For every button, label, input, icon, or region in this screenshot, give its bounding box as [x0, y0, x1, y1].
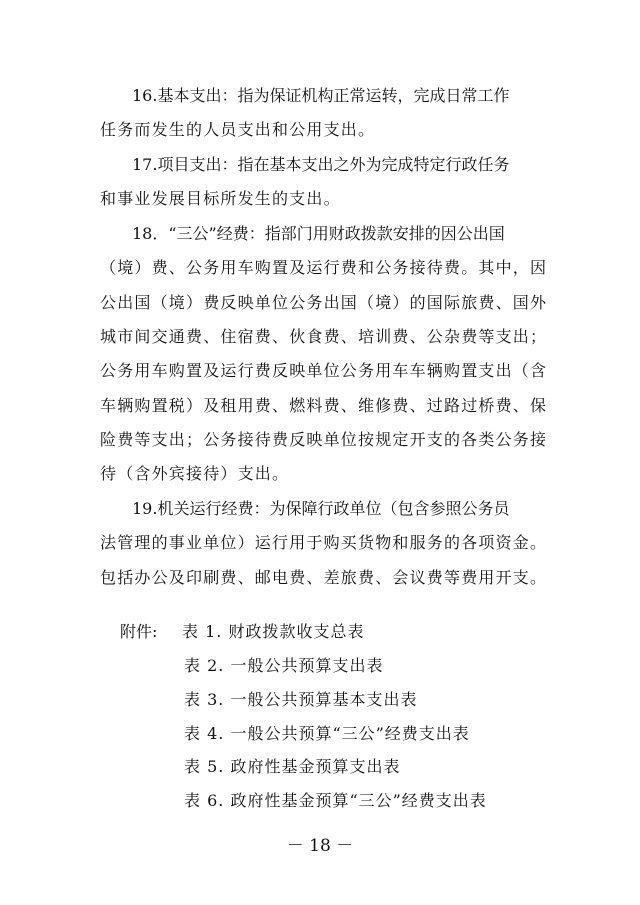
definition-16-line-2: 任务而发生的人员支出和公用支出。: [100, 120, 376, 139]
definition-18-line-4: 城市间交通费、住宿费、伙食费、培训费、公杂费等支出；: [100, 327, 548, 346]
definition-18-line-6: 车辆购置税）及租用费、燃料费、维修费、过路过桥费、保: [100, 396, 548, 415]
definition-19-line-3: 包括办公及印刷费、邮电费、差旅费、会议费等费用开支。: [100, 568, 548, 587]
attachment-item: 表 3. 一般公共预算基本支出表: [184, 690, 418, 709]
definition-18-line-7: 险费等支出；公务接待费反映单位按规定开支的各类公务接: [100, 430, 548, 449]
attachment-item: 表 5. 政府性基金预算支出表: [184, 757, 401, 776]
definition-18-line-8: 待（含外宾接待）支出。: [100, 464, 290, 483]
attachment-item: 表 1. 财政拨款收支总表: [182, 622, 365, 641]
attachment-item: 表 2. 一般公共预算支出表: [184, 656, 384, 675]
definition-18-line-1: 18．“三公”经费：指部门用财政拨款安排的因公出国: [132, 224, 505, 243]
definition-18-line-5: 公务用车购置及运行费反映单位公务用车车辆购置支出（含: [100, 361, 548, 380]
definition-19-line-2: 法管理的事业单位）运行用于购买货物和服务的各项资金。: [100, 533, 548, 552]
definition-19-line-1: 19.机关运行经费：为保障行政单位（包含参照公务员: [132, 499, 510, 518]
definition-18-line-3: 公出国（境）费反映单位公务出国（境）的国际旅费、国外: [100, 293, 548, 312]
definition-17-line-2: 和事业发展目标所发生的支出。: [100, 189, 341, 208]
attachments-label: 附件:: [120, 622, 158, 641]
page-number: － 18 －: [286, 836, 354, 856]
definition-17-line-1: 17.项目支出：指在基本支出之外为完成特定行政任务: [132, 155, 510, 174]
definition-18-line-2: （境）费、公务用车购置及运行费和公务接待费。其中，因: [100, 258, 548, 277]
definition-16-line-1: 16.基本支出：指为保证机构正常运转，完成日常工作: [132, 86, 510, 105]
attachment-item: 表 4. 一般公共预算“三公”经费支出表: [184, 724, 470, 743]
attachment-item: 表 6. 政府性基金预算“三公”经费支出表: [184, 791, 487, 810]
